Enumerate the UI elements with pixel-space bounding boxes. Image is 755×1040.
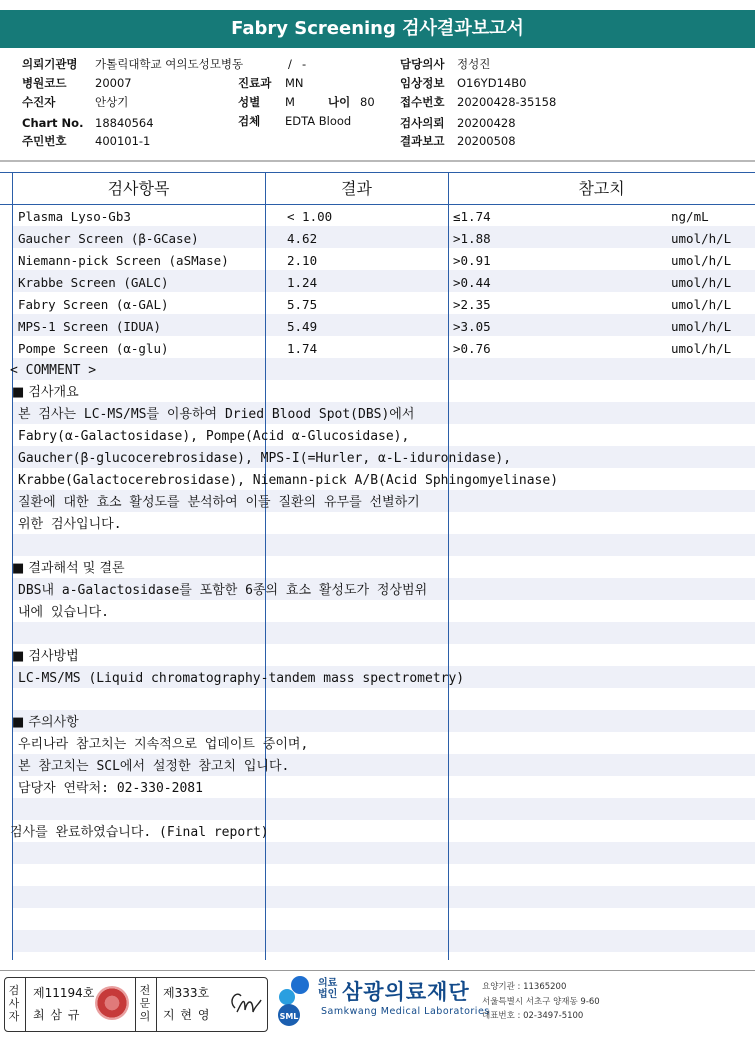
row-ref: >1.88 <box>453 231 491 246</box>
org-phone: 대표번호 : 02-3497-5100 <box>482 1011 584 1021</box>
row-stripe <box>12 358 755 380</box>
row-stripe <box>12 886 755 908</box>
interpretation-line: 내에 있습니다. <box>18 605 110 620</box>
chart-label: Chart No. <box>22 116 84 130</box>
row-item: Niemann-pick Screen (aSMase) <box>18 253 229 268</box>
interpretation-line: DBS내 a-Galactosidase를 포함한 6종의 효소 활성도가 정상범위 <box>18 583 428 598</box>
interpretation-title: ■ 결과해석 및 결론 <box>12 561 125 576</box>
row-result: < 1.00 <box>287 209 333 224</box>
sml-logo-icon <box>270 975 316 1027</box>
signature-icon <box>223 986 263 1022</box>
report-title: Fabry Screening 검사결과보고서 <box>0 10 755 48</box>
dept-value: MN <box>285 76 304 90</box>
institution-value: 가톨릭대학교 여의도성모병동 <box>95 57 244 71</box>
overview-line: Krabbe(Galactocerebrosidase), Niemann-pick A/B(Acid Sphingomyelinase) <box>18 473 559 488</box>
row-item: Fabry Screen (α-GAL) <box>18 297 169 312</box>
row-ref: >2.35 <box>453 297 491 312</box>
request-value: 20200428 <box>457 116 516 130</box>
col-line <box>448 172 449 960</box>
caution-line: 본 참고치는 SCL에서 설정한 참고치 입니다. <box>18 759 290 774</box>
row-stripe <box>12 710 755 732</box>
id-value: 400101-1 <box>95 134 151 148</box>
sign-separator <box>156 978 157 1031</box>
institution-label: 의뢰기관명 <box>22 57 78 71</box>
caution-title: ■ 주의사항 <box>12 715 79 730</box>
patient-label: 수진자 <box>22 95 56 109</box>
row-stripe <box>12 842 755 864</box>
sml-badge-text: SML <box>279 1012 299 1021</box>
header-bottom-border <box>0 204 755 205</box>
org-name: 삼광의료재단 <box>342 980 470 1004</box>
row-result: 2.10 <box>287 253 318 268</box>
overview-title: ■ 검사개요 <box>12 385 79 400</box>
clinical-value: O16YD14B0 <box>457 76 527 90</box>
sex-value: M <box>285 95 295 109</box>
doctor-label: 담당의사 <box>400 57 445 71</box>
row-item: Krabbe Screen (GALC) <box>18 275 169 290</box>
specialist-name: 지 현 영 <box>163 1008 211 1022</box>
specialist-label: 전문의 <box>139 984 151 1023</box>
row-result: 4.62 <box>287 231 318 246</box>
overview-line: Fabry(α-Galactosidase), Pompe(Acid α-Glucosidase), <box>18 429 410 444</box>
age-value: 80 <box>360 95 375 109</box>
org-english-name: Samkwang Medical Laboratories <box>321 1006 490 1017</box>
dept-label: 진료과 <box>238 76 272 90</box>
ward-slash: / <box>288 57 292 71</box>
comment-label: < COMMENT > <box>10 363 97 378</box>
org-address: 서울특별시 서초구 양재동 9-60 <box>482 997 600 1007</box>
caution-line: 담당자 연락처: 02-330-2081 <box>18 781 203 796</box>
row-item: Gaucher Screen (β-GCase) <box>18 231 199 246</box>
chart-value: 18840564 <box>95 116 154 130</box>
overview-line: 위한 검사입니다. <box>18 517 122 532</box>
row-result: 5.75 <box>287 297 318 312</box>
row-item: Pompe Screen (α-glu) <box>18 341 169 356</box>
row-unit: umol/h/L <box>671 253 732 268</box>
row-ref: >0.76 <box>453 341 491 356</box>
overview-line: 본 검사는 LC-MS/MS를 이용하여 Dried Blood Spot(DBS)에서 <box>18 407 415 422</box>
row-result: 5.49 <box>287 319 318 334</box>
row-ref: >0.44 <box>453 275 491 290</box>
specimen-value: EDTA Blood <box>285 114 352 128</box>
receipt-label: 접수번호 <box>400 95 445 109</box>
signature-box <box>4 977 268 1032</box>
row-unit: umol/h/L <box>671 275 732 290</box>
results-table <box>0 172 755 960</box>
row-unit: ng/mL <box>671 209 709 224</box>
sign-separator <box>25 978 26 1031</box>
request-label: 검사의뢰 <box>400 116 445 130</box>
specialist-number: 제333호 <box>163 986 210 1000</box>
row-unit: umol/h/L <box>671 319 732 334</box>
org-code: 요양기관 : 11365200 <box>482 982 567 992</box>
header-result: 결과 <box>341 179 372 198</box>
examiner-name: 최 삼 규 <box>33 1008 81 1022</box>
id-label: 주민번호 <box>22 134 67 148</box>
row-result: 1.74 <box>287 341 318 356</box>
row-ref: >0.91 <box>453 253 491 268</box>
header-divider <box>0 160 755 162</box>
report-date-label: 결과보고 <box>400 134 445 148</box>
final-report-note: 검사를 완료하였습니다. (Final report) <box>10 825 269 840</box>
row-unit: umol/h/L <box>671 231 732 246</box>
hospital-code-label: 병원코드 <box>22 76 67 90</box>
overview-line: 질환에 대한 효소 활성도를 분석하여 이들 질환의 유무를 선별하기 <box>18 495 420 510</box>
report-date-value: 20200508 <box>457 134 516 148</box>
row-item: Plasma Lyso-Gb3 <box>18 209 131 224</box>
footer-divider <box>0 970 755 971</box>
sex-label: 성별 <box>238 95 261 109</box>
row-ref: >3.05 <box>453 319 491 334</box>
row-stripe <box>12 798 755 820</box>
method-line: LC-MS/MS (Liquid chromatography-tandem mass spectrometry) <box>18 671 465 686</box>
row-ref: ≤1.74 <box>453 209 491 224</box>
row-unit: umol/h/L <box>671 297 732 312</box>
header-reference: 참고치 <box>578 179 625 198</box>
row-unit: umol/h/L <box>671 341 732 356</box>
org-prefix: 의료법인 <box>318 978 338 1000</box>
ward-value: - <box>302 57 307 71</box>
specimen-label: 검체 <box>238 114 261 128</box>
row-result: 1.24 <box>287 275 318 290</box>
caution-line: 우리나라 참고치는 지속적으로 업데이트 중이며, <box>18 737 309 752</box>
sign-separator <box>135 978 136 1031</box>
row-item: MPS-1 Screen (IDUA) <box>18 319 161 334</box>
receipt-value: 20200428-35158 <box>457 95 557 109</box>
row-stripe <box>12 622 755 644</box>
clinical-label: 임상정보 <box>400 76 445 90</box>
patient-value: 안상기 <box>95 95 129 109</box>
hospital-code-value: 20007 <box>95 76 132 90</box>
examiner-number: 제11194호 <box>33 986 95 1000</box>
header-test-item: 검사항목 <box>107 179 170 198</box>
doctor-value: 정성진 <box>457 57 491 71</box>
age-label: 나이 <box>328 95 351 109</box>
seal-stamp-icon <box>95 986 129 1020</box>
method-title: ■ 검사방법 <box>12 649 79 664</box>
row-stripe <box>12 534 755 556</box>
overview-line: Gaucher(β-glucocerebrosidase), MPS-I(=Hurler, α-L-iduronidase), <box>18 451 512 466</box>
examiner-label: 검사자 <box>8 984 20 1023</box>
row-stripe <box>12 930 755 952</box>
